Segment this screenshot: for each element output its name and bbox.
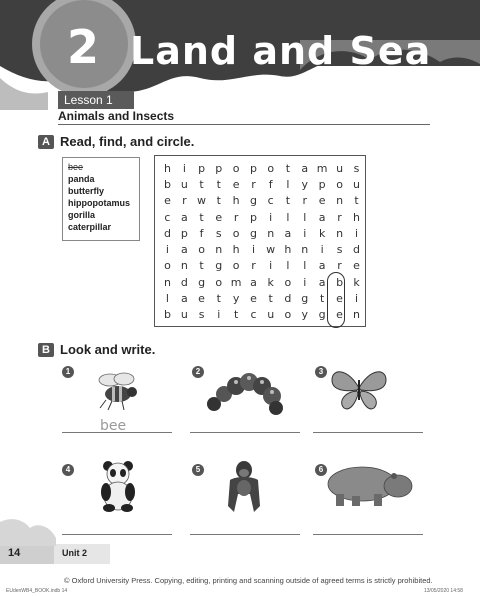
grid-letter[interactable]: s — [353, 161, 360, 175]
answer-line[interactable] — [190, 534, 300, 535]
grid-letter[interactable]: e — [164, 194, 171, 208]
answer-line[interactable] — [190, 432, 300, 433]
section-b-instruction: Look and write. — [60, 342, 156, 357]
grid-letter[interactable]: r — [182, 194, 187, 208]
grid-row — [159, 160, 365, 176]
circled-word-bee — [327, 272, 345, 328]
grid-letter[interactable]: o — [336, 177, 343, 191]
grid-letter[interactable]: h — [284, 243, 292, 257]
page-number: 14 — [8, 547, 21, 559]
file-label: EUdenWB4_BOOK.indb 14 — [6, 588, 68, 594]
caterpillar-icon — [204, 364, 286, 421]
grid-letter[interactable]: e — [336, 292, 343, 306]
footer-unit-label: Unit 2 — [62, 548, 88, 558]
grid-letter[interactable]: o — [232, 259, 240, 273]
grid-letter[interactable]: w — [266, 243, 276, 257]
grid-letter[interactable]: t — [216, 194, 221, 208]
grid-letter[interactable]: t — [199, 177, 204, 191]
section-a-instruction: Read, find, and circle. — [60, 134, 195, 149]
word-list-item: panda — [68, 174, 95, 184]
grid-letter[interactable]: g — [301, 292, 309, 306]
grid-letter[interactable]: u — [180, 177, 188, 191]
grid-letter[interactable]: a — [318, 275, 326, 289]
grid-letter[interactable]: a — [301, 161, 309, 175]
grid-letter[interactable]: u — [353, 177, 360, 191]
grid-letter[interactable]: g — [318, 308, 326, 322]
item-number: 2 — [192, 366, 204, 378]
grid-letter[interactable]: a — [181, 210, 188, 224]
date-label: 13/05/2020 14:58 — [424, 588, 463, 594]
unit-number: 2 — [66, 20, 99, 74]
grid-letter[interactable]: c — [164, 210, 171, 224]
grid-letter[interactable]: u — [180, 308, 188, 322]
grid-letter[interactable]: f — [268, 177, 273, 191]
grid-letter[interactable]: l — [286, 177, 290, 191]
grid-letter[interactable]: u — [336, 161, 344, 175]
item-number: 4 — [62, 464, 74, 476]
grid-letter[interactable]: p — [198, 161, 206, 175]
grid-letter[interactable]: l — [286, 259, 290, 273]
grid-letter[interactable]: m — [316, 161, 328, 175]
grid-letter[interactable]: t — [216, 292, 221, 306]
grid-letter[interactable]: g — [198, 275, 206, 289]
grid-letter[interactable]: t — [320, 292, 325, 306]
grid-letter[interactable]: h — [232, 243, 240, 257]
lesson-divider — [58, 124, 430, 125]
grid-letter[interactable]: d — [180, 275, 188, 289]
grid-letter[interactable]: p — [250, 161, 257, 175]
grid-letter[interactable]: o — [267, 161, 275, 175]
grid-letter[interactable]: d — [163, 226, 171, 240]
grid-letter[interactable]: n — [336, 194, 344, 208]
word-list-box — [62, 157, 140, 241]
grid-letter[interactable]: r — [337, 210, 342, 224]
item-number: 3 — [315, 366, 327, 378]
answer-line[interactable] — [313, 534, 423, 535]
grid-letter[interactable]: l — [303, 210, 307, 224]
grid-letter[interactable]: i — [182, 161, 186, 175]
grid-letter[interactable]: l — [165, 292, 169, 306]
grid-letter[interactable]: p — [250, 210, 257, 224]
grid-letter[interactable]: w — [197, 194, 207, 208]
grid-letter[interactable]: s — [336, 243, 343, 257]
grid-letter[interactable]: y — [232, 292, 240, 306]
unit-title: Land and Sea — [130, 29, 432, 73]
grid-letter[interactable]: a — [181, 292, 188, 306]
grid-letter[interactable]: g — [215, 259, 223, 273]
copyright-notice: © Oxford University Press. Copying, editing, printing and scanning outside of agreed terms is strictly prohibited. — [64, 576, 433, 585]
answer-example: bee — [100, 418, 127, 434]
grid-letter[interactable]: t — [199, 210, 204, 224]
grid-letter[interactable]: i — [303, 275, 307, 289]
answer-line[interactable] — [62, 534, 172, 535]
grid-letter[interactable]: t — [285, 194, 291, 208]
grid-row — [159, 193, 365, 209]
grid-letter[interactable]: o — [232, 226, 240, 240]
grid-letter[interactable]: m — [230, 275, 242, 289]
footer-cloud-decoration — [0, 516, 60, 546]
grid-letter[interactable]: n — [301, 243, 309, 257]
item-number: 1 — [62, 366, 74, 378]
grid-letter[interactable]: p — [180, 226, 188, 240]
grid-letter[interactable]: t — [233, 308, 239, 322]
grid-letter[interactable]: d — [353, 243, 360, 257]
bee-icon — [92, 368, 144, 417]
grid-letter[interactable]: t — [354, 194, 359, 208]
section-a-badge: A — [38, 135, 54, 149]
grid-letter[interactable]: a — [250, 275, 257, 289]
grid-row — [159, 225, 365, 241]
item-number: 6 — [315, 464, 327, 476]
answer-line[interactable] — [313, 432, 423, 433]
grid-letter[interactable]: p — [318, 177, 326, 191]
grid-letter[interactable]: c — [250, 308, 257, 322]
grid-letter[interactable]: r — [251, 259, 256, 273]
item-number: 5 — [192, 464, 204, 476]
grid-letter[interactable]: t — [216, 177, 221, 191]
word-list-item: gorilla — [68, 210, 96, 220]
grid-letter[interactable]: k — [267, 275, 274, 289]
grid-letter[interactable]: i — [217, 308, 221, 322]
grid-letter[interactable]: y — [301, 308, 309, 322]
grid-letter[interactable]: u — [267, 308, 275, 322]
grid-letter[interactable]: p — [215, 161, 223, 175]
grid-letter[interactable]: s — [215, 226, 222, 240]
grid-letter[interactable]: i — [303, 226, 307, 240]
grid-letter[interactable]: n — [353, 308, 360, 322]
grid-letter[interactable]: l — [303, 259, 307, 273]
grid-letter[interactable]: i — [269, 210, 273, 224]
grid-letter[interactable]: a — [318, 210, 326, 224]
grid-letter[interactable]: a — [181, 243, 188, 257]
grid-letter[interactable]: e — [250, 292, 257, 306]
grid-letter[interactable]: e — [353, 259, 360, 273]
grid-letter[interactable]: n — [215, 243, 223, 257]
grid-row — [159, 209, 365, 225]
grid-letter[interactable]: r — [251, 177, 256, 191]
grid-letter[interactable]: k — [353, 275, 360, 289]
grid-letter[interactable]: g — [250, 226, 257, 240]
grid-letter[interactable]: t — [285, 161, 291, 175]
word-list-item: bee — [68, 162, 84, 172]
grid-letter[interactable]: s — [198, 308, 205, 322]
grid-letter[interactable]: i — [251, 243, 256, 257]
grid-letter[interactable]: n — [180, 259, 188, 273]
grid-letter[interactable]: y — [301, 177, 309, 191]
grid-letter[interactable]: o — [284, 308, 292, 322]
word-list-item: caterpillar — [68, 222, 112, 232]
grid-letter[interactable]: h — [163, 161, 171, 175]
grid-letter[interactable]: n — [267, 226, 275, 240]
grid-letter[interactable]: e — [198, 292, 205, 306]
grid-letter[interactable]: o — [215, 275, 223, 289]
grid-letter[interactable]: c — [267, 194, 274, 208]
grid-letter[interactable]: e — [318, 194, 326, 208]
grid-letter[interactable]: e — [215, 210, 223, 224]
grid-row — [159, 176, 365, 192]
grid-letter[interactable]: n — [163, 275, 171, 289]
grid-letter[interactable]: k — [318, 226, 326, 240]
grid-letter[interactable]: b — [163, 177, 171, 191]
grid-letter[interactable]: i — [320, 243, 324, 257]
section-b-badge: B — [38, 343, 54, 357]
grid-letter[interactable]: h — [232, 194, 240, 208]
grid-letter[interactable]: i — [269, 259, 273, 273]
grid-letter[interactable]: i — [354, 292, 359, 306]
butterfly-icon — [330, 366, 388, 419]
grid-letter[interactable]: r — [302, 194, 308, 208]
grid-letter[interactable]: i — [165, 243, 169, 257]
panda-icon — [98, 460, 138, 519]
grid-letter[interactable]: r — [337, 259, 342, 273]
grid-letter[interactable]: o — [232, 161, 240, 175]
grid-letter[interactable]: f — [199, 226, 204, 240]
grid-letter[interactable]: h — [353, 210, 360, 224]
grid-letter[interactable]: g — [250, 194, 257, 208]
grid-row — [159, 241, 365, 257]
grid-letter[interactable]: t — [268, 292, 273, 306]
grid-letter[interactable]: l — [286, 210, 290, 224]
grid-letter[interactable]: o — [198, 243, 205, 257]
grid-letter[interactable]: i — [354, 226, 359, 240]
lesson-tab: Lesson 1 — [58, 91, 134, 109]
grid-letter[interactable]: o — [284, 275, 292, 289]
grid-letter[interactable]: b — [163, 308, 171, 322]
grid-letter[interactable]: d — [284, 292, 292, 306]
gorilla-icon — [226, 460, 262, 519]
grid-letter[interactable]: b — [336, 275, 344, 289]
hippopotamus-icon — [322, 460, 414, 513]
grid-letter[interactable]: n — [336, 226, 344, 240]
grid-letter[interactable]: t — [199, 259, 204, 273]
grid-letter[interactable]: r — [233, 210, 239, 224]
grid-letter[interactable]: e — [336, 308, 343, 322]
grid-letter[interactable]: o — [164, 259, 171, 273]
word-list-item: hippopotamus — [68, 198, 130, 208]
grid-letter[interactable]: e — [232, 177, 240, 191]
lesson-subtitle: Animals and Insects — [58, 109, 175, 123]
word-list-item: butterfly — [68, 186, 104, 196]
grid-letter[interactable]: a — [318, 259, 326, 273]
grid-letter[interactable]: a — [284, 226, 292, 240]
